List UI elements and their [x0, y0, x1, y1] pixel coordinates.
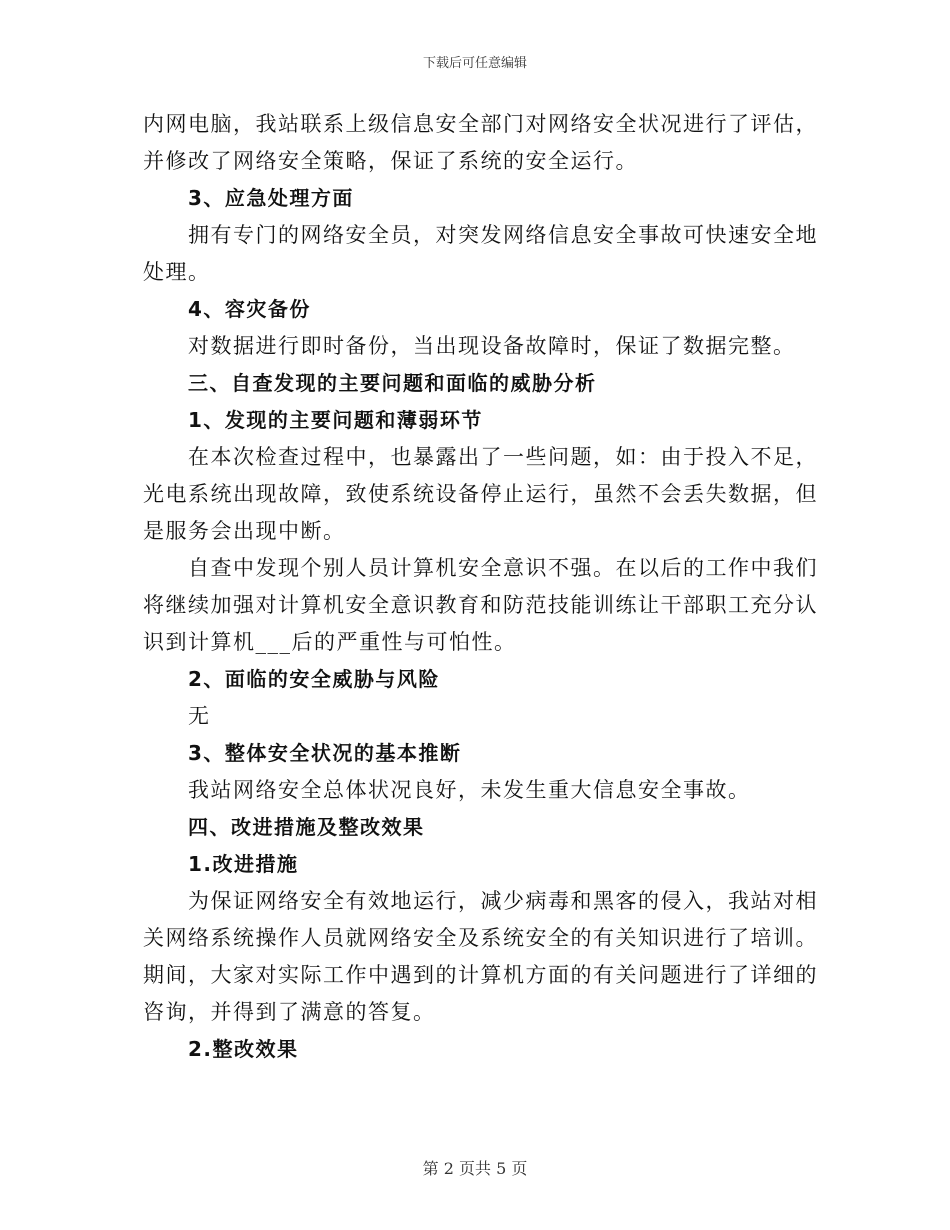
body-text-line: 关网络系统操作人员就网络安全及系统安全的有关知识进行了培训。: [143, 926, 818, 950]
body-text-line: 处理。: [143, 260, 211, 284]
body-text-line: 识到计算机___后的严重性与可怕性。: [143, 630, 517, 654]
body-text-line: 拥有专门的网络安全员，对突发网络信息安全事故可快速安全地: [188, 223, 818, 247]
document-body: [143, 106, 818, 1068]
body-text-line: 为保证网络安全有效地运行，减少病毒和黑客的侵入，我站对相: [188, 889, 818, 913]
section-heading: 3、整体安全状况的基本推断: [188, 741, 462, 765]
section-heading: 1、发现的主要问题和薄弱环节: [188, 408, 483, 432]
section-heading: 2.整改效果: [188, 1037, 299, 1061]
section-heading: 四、改进措施及整改效果: [188, 815, 425, 839]
page-number: 第 2 页共 5 页: [422, 1159, 528, 1178]
section-heading: 4、容灾备份: [188, 297, 311, 321]
section-heading: 3、应急处理方面: [188, 186, 354, 210]
body-text-line: 对数据进行即时备份，当出现设备故障时，保证了数据完整。: [188, 334, 796, 358]
body-text-line: 自查中发现个别人员计算机安全意识不强。在以后的工作中我们: [188, 556, 818, 580]
body-text-line: 期间，大家对实际工作中遇到的计算机方面的有关问题进行了详细的: [143, 963, 818, 987]
section-heading: 1.改进措施: [188, 852, 299, 876]
body-text-line: 将继续加强对计算机安全意识教育和防范技能训练让干部职工充分认: [143, 593, 818, 617]
body-text-line: 咨询，并得到了满意的答复。: [143, 1000, 436, 1024]
page-header: 下载后可任意编辑: [422, 56, 527, 71]
body-text-line: 光电系统出现故障，致使系统设备停止运行，虽然不会丢失数据，但: [143, 482, 818, 506]
body-text-line: 无: [188, 704, 211, 728]
body-text-line: 在本次检查过程中，也暴露出了一些问题，如：由于投入不足，: [188, 445, 818, 469]
body-text-line: 内网电脑，我站联系上级信息安全部门对网络安全状况进行了评估，: [143, 112, 818, 136]
section-heading: 三、自查发现的主要问题和面临的威胁分析: [188, 371, 597, 395]
body-text-line: 并修改了网络安全策略，保证了系统的安全运行。: [143, 149, 638, 173]
body-text-line: 是服务会出现中断。: [143, 519, 346, 543]
section-heading: 2、面临的安全威胁与风险: [188, 667, 440, 691]
body-text-line: 我站网络安全总体状况良好，未发生重大信息安全事故。: [188, 778, 751, 802]
